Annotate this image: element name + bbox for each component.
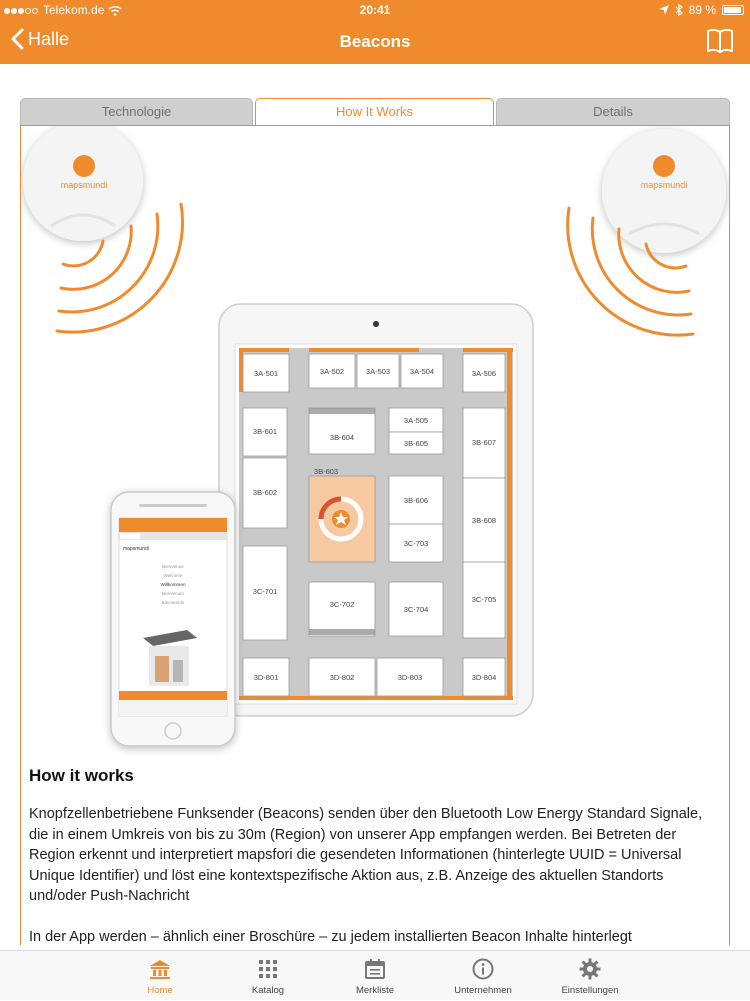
description-paragraph: Knopfzellenbetriebene Funksender (Beacons) senden über den Bluetooth Low Energy Standard Signale, die in einem Umkreis von bis zu 30m (Region) von unserer App empfangen werden. Bei Betreten der Region erkennt und interpretiert mapsfori die gesendeten Informationen (hinterlegte UUID = Universal Unique Identifier) und löst eine kontextspezifische Aktion aus, z.B. Anzeige des aktuellen Standorts und/oder Push-Nachricht [29, 806, 703, 904]
bottom-tab-bar [0, 950, 750, 1000]
booth-label: 3D-802 [329, 673, 355, 682]
phone-menu-item: Bienvenido [161, 600, 185, 605]
tabbar-label: Merkliste [355, 985, 394, 996]
home-icon [148, 957, 172, 981]
booth-label: 3C-703 [403, 539, 429, 548]
tab-technologie[interactable]: Technologie [20, 98, 253, 126]
booth-label: 3B-605 [403, 439, 429, 448]
booth-label: 3C-705 [471, 595, 497, 604]
status-right [659, 3, 744, 17]
tabbar-katalog[interactable] [213, 951, 323, 1001]
calendar-icon [363, 957, 387, 981]
phone-menu-item: Bienvenue [162, 564, 184, 569]
booth-label: 3A-506 [471, 369, 497, 378]
booth-label: 3B-604 [329, 433, 355, 442]
booth-label: 3B-601 [252, 427, 278, 436]
phone-brand: mapsmundi [123, 546, 149, 552]
tab-details[interactable]: Details [496, 98, 730, 126]
booth-label: 3C-701 [252, 587, 278, 596]
tabbar-unternehmen[interactable] [428, 951, 538, 1001]
booth-label: 3C-702 [329, 600, 355, 609]
phone-menu-item: Welcome [163, 573, 183, 578]
beacon-logo-left [73, 155, 95, 177]
booth-label: 3D-804 [471, 673, 497, 682]
tabbar-label: Unternehmen [454, 985, 512, 996]
booth-label: 3B-607 [471, 438, 497, 447]
description-section [29, 766, 721, 945]
booth-label: 3A-502 [319, 367, 345, 376]
tabbar-home[interactable] [105, 951, 215, 1001]
tabbar-merkliste[interactable] [320, 951, 430, 1001]
battery-percent: 89 % [688, 3, 716, 17]
booth-label: 3B-602 [252, 488, 278, 497]
navigation-bar [0, 20, 750, 64]
tabbar-label: Einstellungen [561, 985, 619, 996]
back-label: Halle [28, 28, 70, 49]
booth-label: 3D-801 [253, 673, 279, 682]
beacon-illustration [21, 126, 730, 756]
beacon-device-left [23, 126, 143, 241]
book-button[interactable] [706, 28, 734, 59]
book-icon [706, 28, 734, 54]
beacon-brand-right: mapsmundi [640, 180, 688, 190]
battery-icon [722, 5, 744, 15]
beacon-logo-right [653, 155, 675, 177]
tabbar-einstellungen[interactable] [535, 951, 645, 1001]
info-icon [471, 957, 495, 981]
booth-label: 3B-606 [403, 496, 429, 505]
phone-menu-item: Willkommen [160, 582, 186, 587]
page-title: Beacons [339, 32, 411, 51]
tablet-device [219, 304, 533, 716]
booth-label: 3A-504 [409, 367, 435, 376]
beacon-device-right [602, 129, 726, 253]
description-paragraph: In der App werden – ähnlich einer Broschüre – zu jedem installierten Beacon Inhalte hinterlegt [29, 928, 632, 945]
bluetooth-icon [675, 4, 683, 16]
phone-menu-item: Benvenuto [162, 591, 184, 596]
tab-how-it-works[interactable]: How It Works [255, 98, 494, 128]
location-arrow-icon [659, 5, 669, 15]
grid-icon [256, 957, 280, 981]
booth-label: 3A-503 [365, 367, 391, 376]
content-panel [20, 125, 730, 945]
booth-label: 3B-603 [313, 467, 339, 476]
tabbar-label: Home [147, 985, 173, 996]
status-bar [0, 0, 750, 20]
beacon-brand-left: mapsmundi [60, 180, 108, 190]
booth-label: 3B-608 [471, 516, 497, 525]
section-heading: How it works [29, 766, 134, 785]
status-time: 20:41 [359, 3, 391, 17]
booth-label: 3C-704 [403, 605, 429, 614]
phone-device [111, 492, 235, 746]
gear-icon [578, 957, 602, 981]
booth-label: 3A-505 [403, 416, 429, 425]
booth-label: 3A-501 [253, 369, 279, 378]
segment-tabs [20, 98, 730, 126]
carrier-name: Telekom.de [43, 3, 105, 17]
tabbar-label: Katalog [251, 985, 285, 996]
booth-label: 3D-803 [397, 673, 423, 682]
